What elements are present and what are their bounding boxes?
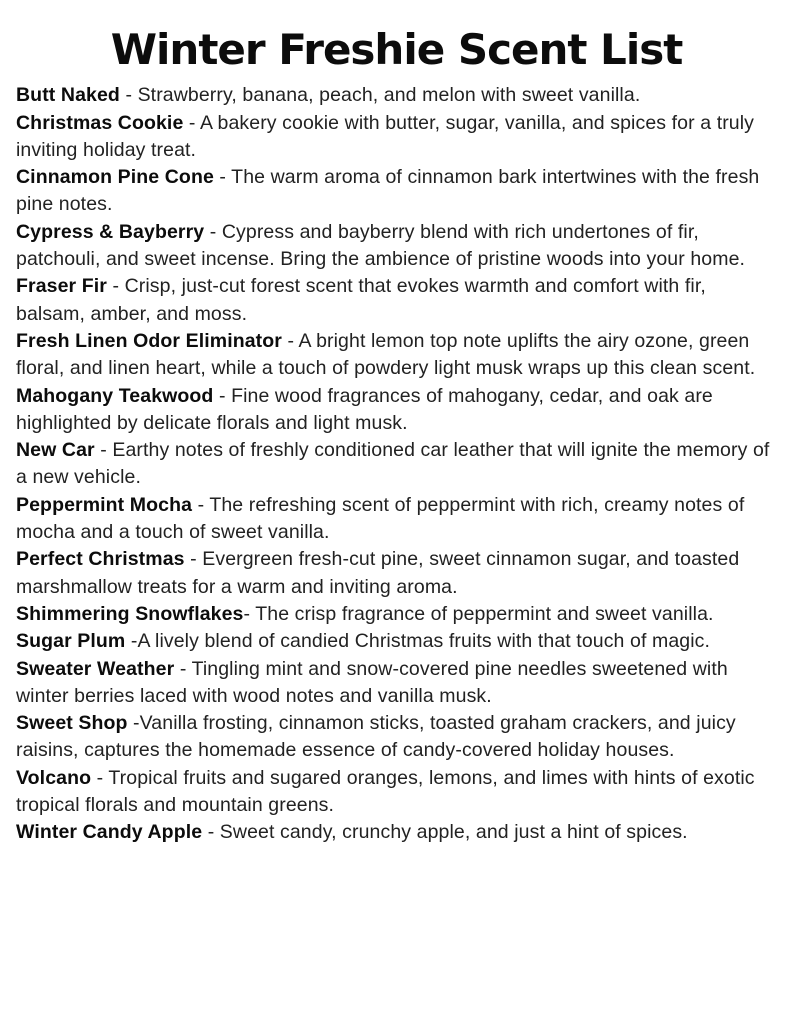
- scent-description: - Sweet candy, crunchy apple, and just a hint of spices.: [202, 821, 688, 844]
- scent-name: Peppermint Mocha: [16, 493, 193, 516]
- scent-item-christmas-cookie: [16, 110, 777, 165]
- scent-item-cinnamon-pine-cone: [16, 164, 777, 219]
- scent-name: Fresh Linen Odor Eliminator: [16, 329, 282, 352]
- scent-item-sweater-weather: [16, 656, 777, 711]
- scent-name: Perfect Christmas: [16, 548, 185, 571]
- scent-item-peppermint-mocha: [16, 492, 777, 547]
- scent-name: Mahogany Teakwood: [16, 384, 214, 407]
- scent-item-butt-naked: [16, 82, 777, 109]
- scent-name: Shimmering Snowflakes: [16, 602, 244, 625]
- scent-description: - Cypress and bayberry blend with rich undertones of fir, patchouli, and sweet incense. Bring the ambience of pristine woods into your home.: [16, 220, 746, 271]
- scent-description: -Vanilla frosting, cinnamon sticks, toasted graham crackers, and juicy raisins, captures the homemade essence of candy-covered holiday houses.: [16, 712, 736, 762]
- scent-description: - Tropical fruits and sugared oranges, lemons, and limes with hints of exotic tropical florals and mountain greens.: [16, 766, 755, 817]
- scent-name: Fraser Fir: [16, 275, 107, 298]
- scent-description: - A bright lemon top note uplifts the airy ozone, green floral, and linen heart, while a touch of powdery light musk wraps up this clean scent.: [16, 329, 756, 380]
- scent-item-volcano: [16, 765, 777, 820]
- scent-name: Sweater Weather: [16, 657, 175, 680]
- scent-description: - Earthy notes of freshly conditioned car leather that will ignite the memory of a new vehicle.: [16, 439, 770, 489]
- scent-item-cypress-bayberry: [16, 219, 777, 274]
- scent-item-winter-candy-apple: [16, 819, 777, 846]
- scent-name: Butt Naked: [16, 84, 120, 107]
- scent-description: - A bakery cookie with butter, sugar, vanilla, and spices for a truly inviting holiday treat.: [16, 111, 755, 161]
- scent-description: - Evergreen fresh-cut pine, sweet cinnamon sugar, and toasted marshmallow treats for a warm and inviting aroma.: [16, 548, 740, 598]
- scent-description: - The crisp fragrance of peppermint and sweet vanilla.: [243, 602, 714, 625]
- scent-description: - The warm aroma of cinnamon bark intertwines with the fresh pine notes.: [16, 166, 760, 216]
- scent-item-sugar-plum: [16, 628, 777, 655]
- page-title: Winter Freshie Scent List: [110, 25, 683, 74]
- scent-item-new-car: [16, 437, 777, 492]
- scent-name: Winter Candy Apple: [16, 821, 203, 844]
- scent-item-sweet-shop: [16, 710, 777, 765]
- scent-item-fresh-linen-odor-eliminator: [16, 328, 777, 383]
- scent-name: New Car: [16, 439, 95, 462]
- scent-item-perfect-christmas: [16, 546, 777, 601]
- scent-name: Sugar Plum: [16, 630, 126, 653]
- scent-name: Volcano: [16, 766, 92, 789]
- scent-description: - Fine wood fragrances of mahogany, cedar, and oak are highlighted by delicate florals and light musk.: [16, 384, 713, 434]
- scent-name: Christmas Cookie: [16, 111, 184, 134]
- scent-name: Cinnamon Pine Cone: [16, 166, 214, 189]
- scent-description: - Crisp, just-cut forest scent that evokes warmth and comfort with fir, balsam, amber, and moss.: [16, 275, 706, 325]
- scent-item-mahogany-teakwood: [16, 383, 777, 438]
- scent-list: [16, 82, 777, 846]
- scent-item-fraser-fir: [16, 273, 777, 328]
- scent-description: - The refreshing scent of peppermint with rich, creamy notes of mocha and a touch of sweet vanilla.: [16, 493, 745, 544]
- scent-description: - Strawberry, banana, peach, and melon with sweet vanilla.: [119, 84, 641, 107]
- scent-item-shimmering-snowflakes: [16, 601, 777, 628]
- scent-description: - Tingling mint and snow-covered pine needles sweetened with winter berries laced with wood notes and vanilla musk.: [16, 657, 728, 707]
- scent-description: -A lively blend of candied Christmas fruits with that touch of magic.: [125, 630, 711, 653]
- scent-name: Cypress & Bayberry: [16, 220, 205, 243]
- scent-name: Sweet Shop: [16, 712, 128, 735]
